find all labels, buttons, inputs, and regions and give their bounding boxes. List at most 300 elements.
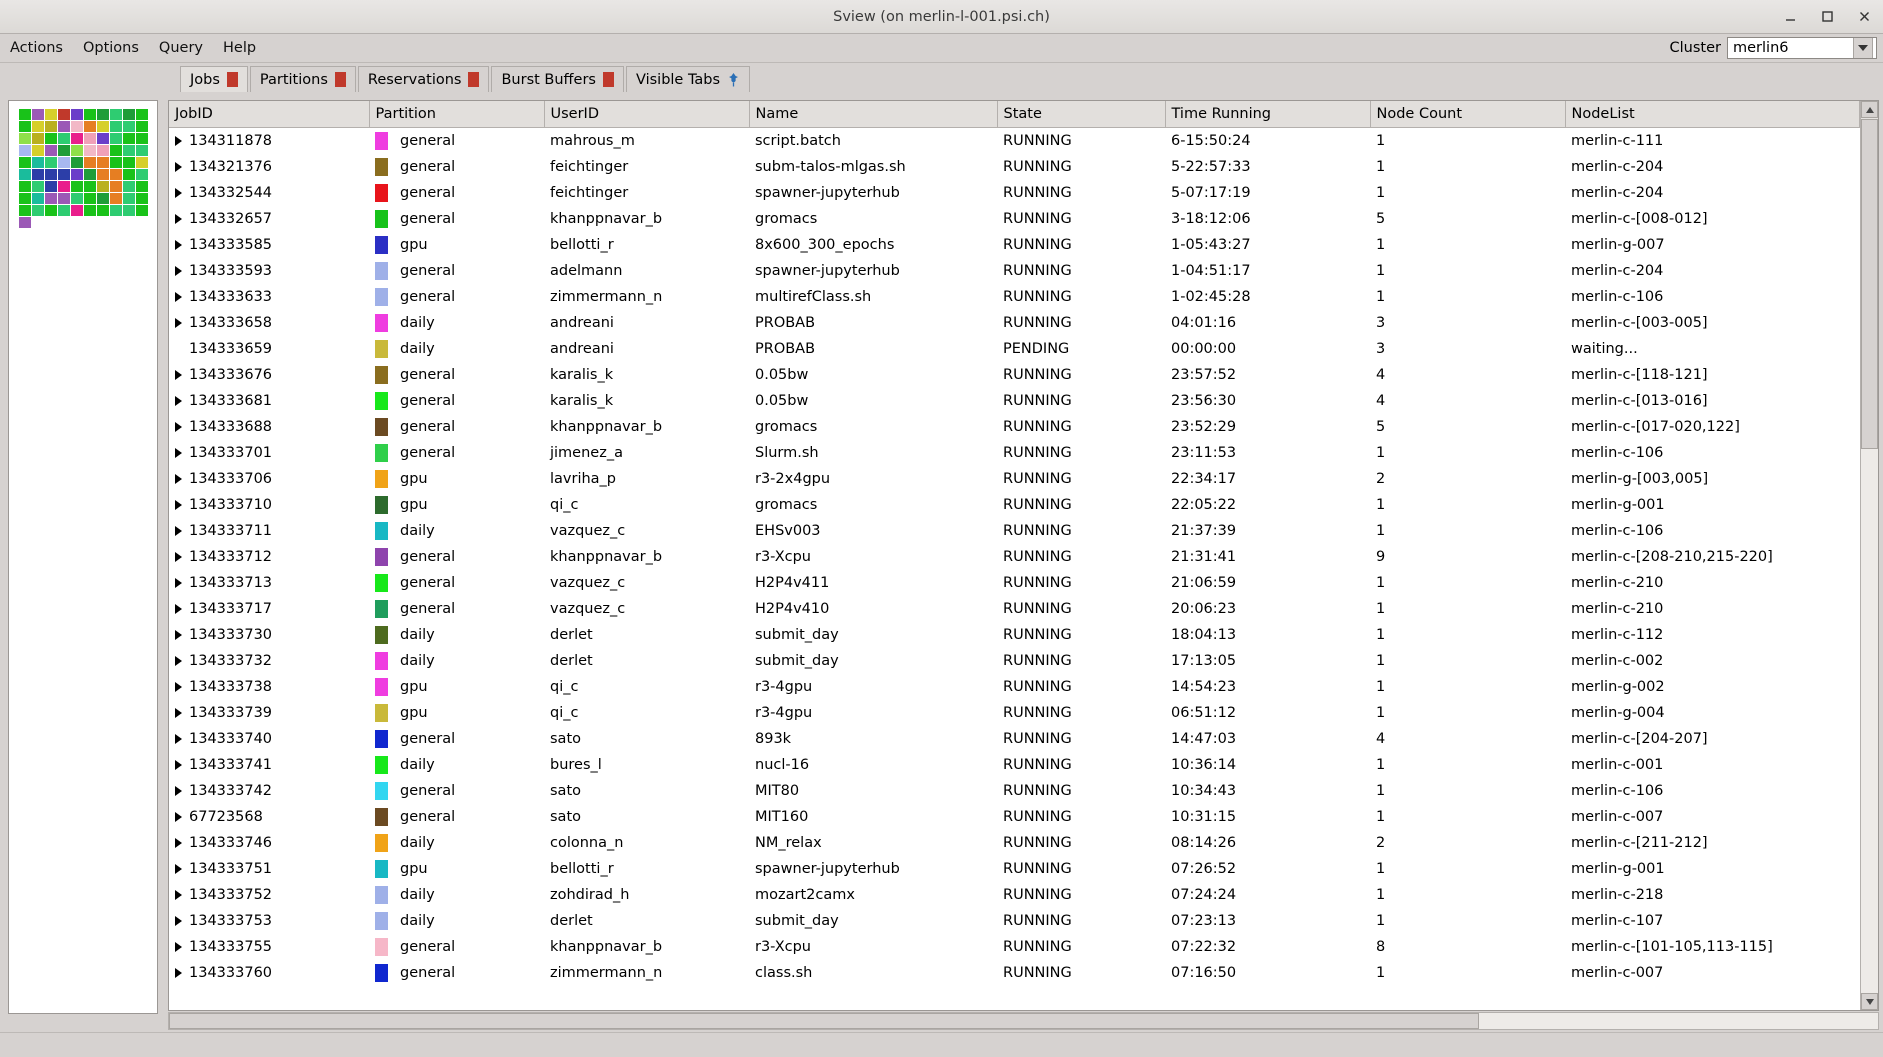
expand-triangle-icon[interactable] <box>175 942 182 952</box>
node-cell[interactable] <box>123 109 135 120</box>
table-row[interactable] <box>169 908 1860 934</box>
expand-triangle-icon[interactable] <box>175 292 182 302</box>
cell-partition <box>369 310 544 336</box>
menu-help[interactable]: Help <box>223 40 257 56</box>
cell-time-running: 07:26:52 <box>1171 860 1237 877</box>
column-header-partition[interactable]: Partition <box>369 101 544 128</box>
menu-bar <box>0 34 1883 63</box>
node-cell[interactable] <box>32 133 44 144</box>
table-row[interactable] <box>169 128 1860 154</box>
expand-triangle-icon[interactable] <box>175 734 182 744</box>
horizontal-scrollbar[interactable] <box>168 1012 1879 1030</box>
cell-nodelist: merlin-c-210 <box>1571 600 1664 617</box>
node-cell[interactable] <box>32 145 44 156</box>
expand-triangle-icon[interactable] <box>175 136 182 146</box>
cell-nodelist: merlin-c-112 <box>1571 626 1664 643</box>
cell-nodelist: merlin-g-001 <box>1571 860 1665 877</box>
cell-time-running: 07:24:24 <box>1171 886 1237 903</box>
node-cell[interactable] <box>45 193 57 204</box>
node-cell[interactable] <box>71 145 83 156</box>
cell-time-running: 23:56:30 <box>1171 392 1237 409</box>
table-row[interactable] <box>169 700 1860 726</box>
cell-jobid <box>169 596 369 622</box>
table-row[interactable] <box>169 856 1860 882</box>
node-cell[interactable] <box>110 193 122 204</box>
expand-triangle-icon[interactable] <box>175 214 182 224</box>
expand-triangle-icon[interactable] <box>175 968 182 978</box>
table-row[interactable] <box>169 440 1860 466</box>
cell-state: RUNNING <box>1003 964 1072 981</box>
node-cell[interactable] <box>58 169 70 180</box>
tab-jobs[interactable] <box>180 66 248 92</box>
node-cell[interactable] <box>136 121 148 132</box>
expand-triangle-icon[interactable] <box>175 448 182 458</box>
partition-color-swatch-icon <box>375 808 388 826</box>
node-cell[interactable] <box>123 133 135 144</box>
scroll-up-button[interactable] <box>1861 101 1878 118</box>
expand-triangle-icon[interactable] <box>175 890 182 900</box>
cell-partition <box>369 674 544 700</box>
node-cell[interactable] <box>84 121 96 132</box>
cell-name: class.sh <box>755 964 813 981</box>
node-cell[interactable] <box>58 157 70 168</box>
cluster-selector <box>1670 34 1877 62</box>
cell-userid: zimmermann_n <box>550 964 663 981</box>
expand-triangle-icon[interactable] <box>175 552 182 562</box>
node-cell[interactable] <box>45 169 57 180</box>
node-cell[interactable] <box>19 133 31 144</box>
cell-time-running: 22:34:17 <box>1171 470 1237 487</box>
cell-partition <box>369 726 544 752</box>
table-row[interactable] <box>169 466 1860 492</box>
node-cell[interactable] <box>110 169 122 180</box>
node-cell[interactable] <box>136 157 148 168</box>
cell-partition <box>369 128 544 154</box>
partition-text: gpu <box>400 678 428 695</box>
table-row[interactable] <box>169 648 1860 674</box>
cell-time-running: 10:34:43 <box>1171 782 1237 799</box>
expand-triangle-icon[interactable] <box>175 864 182 874</box>
cell-node-count: 2 <box>1376 470 1386 487</box>
node-cell[interactable] <box>110 205 122 216</box>
partition-color-swatch-icon <box>375 340 388 358</box>
node-cell[interactable] <box>71 181 83 192</box>
node-cell[interactable] <box>123 193 135 204</box>
node-cell[interactable] <box>97 205 109 216</box>
node-map-panel[interactable] <box>8 100 158 1014</box>
node-cell[interactable] <box>58 145 70 156</box>
table-row[interactable] <box>169 804 1860 830</box>
cluster-label: Cluster <box>1669 40 1721 56</box>
node-cell[interactable] <box>19 109 31 120</box>
table-row[interactable] <box>169 232 1860 258</box>
table-row[interactable] <box>169 414 1860 440</box>
cell-nodelist: merlin-c-[008-012] <box>1571 210 1708 227</box>
node-cell[interactable] <box>19 205 31 216</box>
menu-actions[interactable]: Actions <box>10 40 63 56</box>
partition-color-swatch-icon <box>375 262 388 280</box>
table-row[interactable] <box>169 180 1860 206</box>
node-cell[interactable] <box>45 145 57 156</box>
expand-triangle-icon[interactable] <box>175 916 182 926</box>
table-row[interactable] <box>169 310 1860 336</box>
tab-reservations-label: Reservations <box>367 71 462 88</box>
node-cell[interactable] <box>136 193 148 204</box>
node-cell[interactable] <box>136 145 148 156</box>
vertical-scroll-thumb[interactable] <box>1861 119 1878 449</box>
cell-jobid <box>169 908 369 934</box>
cell-node-count: 5 <box>1376 418 1386 435</box>
table-row[interactable] <box>169 778 1860 804</box>
node-cell[interactable] <box>71 133 83 144</box>
node-grid[interactable] <box>9 101 157 228</box>
node-cell[interactable] <box>32 157 44 168</box>
partition-color-swatch-icon <box>375 964 388 982</box>
node-cell[interactable] <box>123 145 135 156</box>
node-cell[interactable] <box>19 169 31 180</box>
jobid-text: 134333688 <box>189 418 273 435</box>
node-cell[interactable] <box>45 205 57 216</box>
table-row[interactable] <box>169 154 1860 180</box>
node-cell[interactable] <box>84 157 96 168</box>
table-row[interactable] <box>169 336 1860 362</box>
partition-text: daily <box>400 314 435 331</box>
node-cell[interactable] <box>19 157 31 168</box>
cell-name: EHSv003 <box>755 522 821 539</box>
chevron-down-icon[interactable] <box>1853 38 1873 58</box>
node-cell[interactable] <box>110 145 122 156</box>
cell-userid: bellotti_r <box>550 860 614 877</box>
tab-partitions[interactable] <box>250 66 356 92</box>
cell-userid: vazquez_c <box>550 522 626 539</box>
expand-triangle-icon[interactable] <box>175 838 182 848</box>
table-row[interactable] <box>169 206 1860 232</box>
node-cell[interactable] <box>32 121 44 132</box>
partition-text: general <box>400 938 456 955</box>
node-cell[interactable] <box>32 193 44 204</box>
expand-triangle-icon[interactable] <box>175 500 182 510</box>
cell-name: H2P4v410 <box>755 600 830 617</box>
node-cell[interactable] <box>58 193 70 204</box>
cell-jobid <box>169 648 369 674</box>
cell-node-count: 3 <box>1376 340 1386 357</box>
node-cell[interactable] <box>19 181 31 192</box>
cell-state: RUNNING <box>1003 314 1072 331</box>
table-row[interactable] <box>169 284 1860 310</box>
partition-text: general <box>400 600 456 617</box>
menu-options[interactable]: Options <box>82 40 139 56</box>
node-cell[interactable] <box>45 181 57 192</box>
node-cell[interactable] <box>123 121 135 132</box>
node-cell[interactable] <box>136 169 148 180</box>
node-cell[interactable] <box>84 145 96 156</box>
close-icon[interactable] <box>1856 8 1873 25</box>
partition-text: daily <box>400 652 435 669</box>
node-cell[interactable] <box>136 109 148 120</box>
cell-userid: khanppnavar_b <box>550 418 663 435</box>
cell-jobid <box>169 492 369 518</box>
column-header-time-running[interactable]: Time Running <box>1165 101 1370 128</box>
cell-jobid <box>169 570 369 596</box>
minimize-icon[interactable] <box>1782 8 1799 25</box>
node-cell[interactable] <box>123 169 135 180</box>
cell-nodelist: merlin-c-[211-212] <box>1571 834 1708 851</box>
table-row[interactable] <box>169 674 1860 700</box>
cell-state: RUNNING <box>1003 782 1072 799</box>
node-cell[interactable] <box>84 205 96 216</box>
cell-userid: bures_l <box>550 756 602 773</box>
node-cell[interactable] <box>97 121 109 132</box>
node-cell[interactable] <box>84 109 96 120</box>
table-row[interactable] <box>169 570 1860 596</box>
column-header-name[interactable]: Name <box>749 101 997 128</box>
expand-triangle-icon[interactable] <box>175 526 182 536</box>
column-header-userid[interactable]: UserID <box>544 101 749 128</box>
expand-triangle-icon[interactable] <box>175 682 182 692</box>
cell-name: NM_relax <box>755 834 822 851</box>
cell-partition <box>369 518 544 544</box>
node-cell[interactable] <box>97 169 109 180</box>
column-header-state[interactable]: State <box>997 101 1165 128</box>
node-cell[interactable] <box>45 121 57 132</box>
cell-userid: karalis_k <box>550 366 614 383</box>
partition-text: general <box>400 288 456 305</box>
cell-node-count: 1 <box>1376 496 1386 513</box>
node-cell[interactable] <box>58 181 70 192</box>
cell-partition <box>369 492 544 518</box>
table-row[interactable] <box>169 492 1860 518</box>
cell-nodelist: merlin-g-001 <box>1571 496 1665 513</box>
tab-visible-tabs[interactable] <box>626 66 750 92</box>
node-cell[interactable] <box>84 181 96 192</box>
table-row[interactable] <box>169 934 1860 960</box>
vertical-scrollbar[interactable] <box>1860 101 1878 1010</box>
cell-state: RUNNING <box>1003 860 1072 877</box>
node-cell[interactable] <box>32 205 44 216</box>
node-cell[interactable] <box>123 181 135 192</box>
node-cell[interactable] <box>71 157 83 168</box>
cell-jobid <box>169 778 369 804</box>
cell-userid: qi_c <box>550 496 579 513</box>
node-cell[interactable] <box>32 109 44 120</box>
node-cell[interactable] <box>19 217 31 228</box>
cell-state: RUNNING <box>1003 132 1072 149</box>
cell-state: RUNNING <box>1003 210 1072 227</box>
cell-userid: andreani <box>550 340 614 357</box>
node-cell[interactable] <box>58 205 70 216</box>
cell-time-running: 07:23:13 <box>1171 912 1237 929</box>
node-cell[interactable] <box>97 157 109 168</box>
node-cell[interactable] <box>136 205 148 216</box>
column-header-jobid[interactable]: JobID <box>169 101 369 128</box>
node-cell[interactable] <box>32 169 44 180</box>
node-cell[interactable] <box>45 133 57 144</box>
node-cell[interactable] <box>97 193 109 204</box>
table-row[interactable] <box>169 830 1860 856</box>
jobs-table-scroll[interactable] <box>169 101 1860 1010</box>
node-cell[interactable] <box>136 181 148 192</box>
expand-triangle-icon[interactable] <box>175 604 182 614</box>
horizontal-scroll-thumb[interactable] <box>169 1013 1479 1029</box>
cell-time-running: 23:11:53 <box>1171 444 1237 461</box>
node-cell[interactable] <box>110 109 122 120</box>
cell-name: 893k <box>755 730 792 747</box>
column-header-nodelist[interactable]: NodeList <box>1565 101 1860 128</box>
expand-triangle-icon[interactable] <box>175 240 182 250</box>
jobid-text: 134333711 <box>189 522 273 539</box>
expand-triangle-icon[interactable] <box>175 656 182 666</box>
expand-triangle-icon[interactable] <box>175 188 182 198</box>
cell-nodelist: merlin-c-106 <box>1571 288 1664 305</box>
jobid-text: 134333713 <box>189 574 273 591</box>
node-cell[interactable] <box>84 193 96 204</box>
expand-triangle-icon[interactable] <box>175 578 182 588</box>
cell-time-running: 20:06:23 <box>1171 600 1237 617</box>
scroll-down-button[interactable] <box>1861 993 1878 1010</box>
tab-reservations[interactable] <box>358 66 490 92</box>
partition-text: general <box>400 730 456 747</box>
tab-jobs-label: Jobs <box>190 71 220 88</box>
cell-name: Slurm.sh <box>755 444 819 461</box>
table-row[interactable] <box>169 752 1860 778</box>
node-cell[interactable] <box>84 133 96 144</box>
cell-state: RUNNING <box>1003 496 1072 513</box>
jobid-text: 134333760 <box>189 964 273 981</box>
node-cell[interactable] <box>123 157 135 168</box>
node-cell[interactable] <box>58 133 70 144</box>
partition-text: gpu <box>400 860 428 877</box>
cell-nodelist: merlin-c-204 <box>1571 262 1664 279</box>
expand-triangle-icon[interactable] <box>175 266 182 276</box>
cell-time-running: 08:14:26 <box>1171 834 1237 851</box>
cell-userid: colonna_n <box>550 834 624 851</box>
table-row[interactable] <box>169 882 1860 908</box>
cell-state: RUNNING <box>1003 834 1072 851</box>
node-cell[interactable] <box>32 181 44 192</box>
node-cell[interactable] <box>71 169 83 180</box>
table-row[interactable] <box>169 544 1860 570</box>
table-row[interactable] <box>169 960 1860 986</box>
cell-name: nucl-16 <box>755 756 810 773</box>
node-cell[interactable] <box>45 157 57 168</box>
partition-color-swatch-icon <box>375 574 388 592</box>
jobid-text: 134332657 <box>189 210 273 227</box>
cell-partition <box>369 960 544 986</box>
node-cell[interactable] <box>97 109 109 120</box>
table-row[interactable] <box>169 518 1860 544</box>
expand-triangle-icon[interactable] <box>175 422 182 432</box>
maximize-icon[interactable] <box>1819 8 1836 25</box>
node-cell[interactable] <box>71 109 83 120</box>
node-cell[interactable] <box>97 145 109 156</box>
node-cell[interactable] <box>58 121 70 132</box>
node-cell[interactable] <box>19 193 31 204</box>
cell-node-count: 1 <box>1376 132 1386 149</box>
node-cell[interactable] <box>123 205 135 216</box>
expand-triangle-icon[interactable] <box>175 786 182 796</box>
tab-swatch-icon <box>603 72 614 87</box>
node-cell[interactable] <box>97 133 109 144</box>
expand-triangle-icon[interactable] <box>175 708 182 718</box>
cell-partition <box>369 778 544 804</box>
menu-query[interactable]: Query <box>158 40 203 56</box>
table-row[interactable] <box>169 596 1860 622</box>
expand-triangle-icon[interactable] <box>175 370 182 380</box>
cell-state: RUNNING <box>1003 470 1072 487</box>
expand-triangle-icon[interactable] <box>175 162 182 172</box>
node-cell[interactable] <box>110 133 122 144</box>
expand-triangle-icon[interactable] <box>175 318 182 328</box>
partition-color-swatch-icon <box>375 730 388 748</box>
cell-partition <box>369 622 544 648</box>
node-cell[interactable] <box>71 121 83 132</box>
node-cell[interactable] <box>58 109 70 120</box>
node-cell[interactable] <box>19 145 31 156</box>
table-row[interactable] <box>169 726 1860 752</box>
table-row[interactable] <box>169 258 1860 284</box>
cell-time-running: 5-07:17:19 <box>1171 184 1251 201</box>
node-cell[interactable] <box>71 205 83 216</box>
node-cell[interactable] <box>110 157 122 168</box>
cell-partition <box>369 752 544 778</box>
vertical-scroll-track[interactable] <box>1861 449 1878 993</box>
expand-triangle-icon[interactable] <box>175 474 182 484</box>
jobid-text: 134311878 <box>189 132 273 149</box>
cell-state: RUNNING <box>1003 262 1072 279</box>
cell-nodelist: merlin-c-001 <box>1571 756 1664 773</box>
cell-name: spawner-jupyterhub <box>755 860 900 877</box>
node-cell[interactable] <box>97 181 109 192</box>
node-cell[interactable] <box>110 121 122 132</box>
cell-time-running: 1-05:43:27 <box>1171 236 1251 253</box>
partition-text: general <box>400 782 456 799</box>
node-cell[interactable] <box>84 169 96 180</box>
cell-node-count: 5 <box>1376 210 1386 227</box>
node-cell[interactable] <box>19 121 31 132</box>
expand-triangle-icon[interactable] <box>175 760 182 770</box>
cell-name: r3-4gpu <box>755 678 813 695</box>
expand-triangle-icon[interactable] <box>175 630 182 640</box>
cell-partition <box>369 804 544 830</box>
cell-time-running: 5-22:57:33 <box>1171 158 1251 175</box>
cluster-combobox[interactable] <box>1727 37 1877 59</box>
cell-userid: sato <box>550 782 581 799</box>
column-header-node-count[interactable]: Node Count <box>1370 101 1565 128</box>
cell-jobid <box>169 336 369 362</box>
cell-nodelist: merlin-g-007 <box>1571 236 1665 253</box>
node-cell[interactable] <box>136 133 148 144</box>
jobid-text: 67723568 <box>189 808 263 825</box>
node-cell[interactable] <box>45 109 57 120</box>
partition-color-swatch-icon <box>375 834 388 852</box>
table-row[interactable] <box>169 362 1860 388</box>
expand-triangle-icon[interactable] <box>175 396 182 406</box>
expand-triangle-icon[interactable] <box>175 812 182 822</box>
partition-text: gpu <box>400 496 428 513</box>
node-cell[interactable] <box>110 181 122 192</box>
partition-text: gpu <box>400 236 428 253</box>
cell-jobid <box>169 804 369 830</box>
cell-nodelist: merlin-c-111 <box>1571 132 1664 149</box>
tab-burst-buffers[interactable] <box>491 66 624 92</box>
partition-color-swatch-icon <box>375 678 388 696</box>
table-row[interactable] <box>169 388 1860 414</box>
node-cell[interactable] <box>71 193 83 204</box>
cell-jobid <box>169 726 369 752</box>
title-bar <box>0 0 1883 34</box>
table-row[interactable] <box>169 622 1860 648</box>
cell-time-running: 21:06:59 <box>1171 574 1237 591</box>
